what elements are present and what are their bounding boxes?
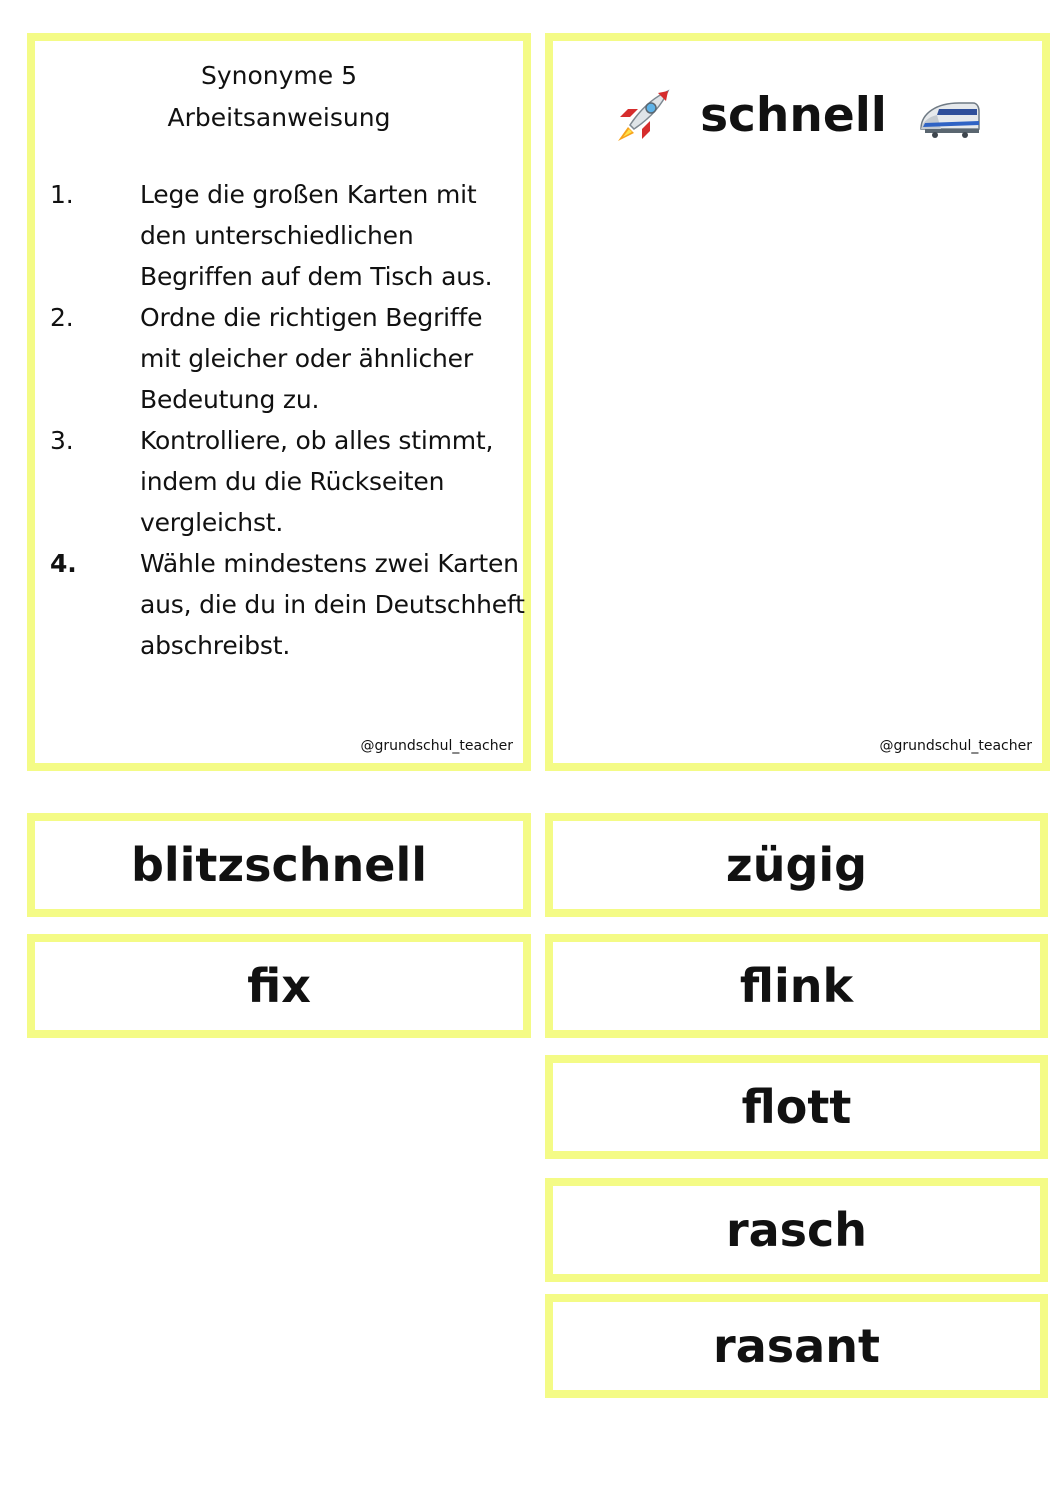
bullet-train-icon bbox=[915, 91, 981, 141]
headword-card-credit: @grundschul_teacher bbox=[879, 738, 1032, 754]
word-card-label: flink bbox=[739, 959, 854, 1013]
word-card-blitzschnell[interactable] bbox=[27, 813, 531, 917]
instruction-steps bbox=[50, 174, 530, 666]
word-card-rasch[interactable] bbox=[545, 1178, 1048, 1282]
word-card-rasant[interactable] bbox=[545, 1294, 1048, 1398]
step-text: Ordne die richtigen Begriffe mit gleicher oder ähnlicher Bedeutung zu. bbox=[140, 303, 483, 414]
instruction-title-line1: Synonyme 5 bbox=[200, 61, 358, 90]
headword-card bbox=[545, 33, 1050, 771]
word-card-fix[interactable] bbox=[27, 934, 531, 1038]
step-number: 3. bbox=[50, 426, 74, 455]
word-card-flink[interactable] bbox=[545, 934, 1048, 1038]
rocket-icon bbox=[614, 87, 672, 145]
word-card-label: flott bbox=[741, 1080, 852, 1134]
step-number: 4. bbox=[50, 549, 77, 578]
instruction-card bbox=[27, 33, 531, 771]
instruction-step-3 bbox=[50, 420, 530, 543]
instruction-title bbox=[35, 55, 523, 139]
step-text: Lege die großen Karten mit den unterschiedlichen Begriffen auf dem Tisch aus. bbox=[140, 180, 493, 291]
word-card-flott[interactable] bbox=[545, 1055, 1048, 1159]
instruction-step-2 bbox=[50, 297, 530, 420]
headword: schnell bbox=[700, 87, 887, 143]
word-card-label: blitzschnell bbox=[130, 838, 428, 892]
instruction-card-credit: @grundschul_teacher bbox=[360, 738, 513, 754]
instruction-step-1 bbox=[50, 174, 530, 297]
word-card-zuegig[interactable] bbox=[545, 813, 1048, 917]
step-number: 1. bbox=[50, 180, 74, 209]
word-card-label: rasch bbox=[725, 1203, 868, 1257]
word-card-label: rasant bbox=[713, 1319, 880, 1373]
word-card-label: fix bbox=[247, 959, 311, 1013]
step-text: Kontrolliere, ob alles stimmt, indem du die Rückseiten vergleichst. bbox=[140, 426, 494, 537]
instruction-title-line2: Arbeitsanweisung bbox=[167, 103, 391, 132]
word-card-label: zügig bbox=[725, 838, 868, 892]
instruction-step-4 bbox=[50, 543, 530, 666]
step-text: Wähle mindestens zwei Karten aus, die du in dein Deutschheft abschreibst. bbox=[140, 549, 525, 660]
headword-row bbox=[553, 83, 1042, 146]
step-number: 2. bbox=[50, 303, 74, 332]
